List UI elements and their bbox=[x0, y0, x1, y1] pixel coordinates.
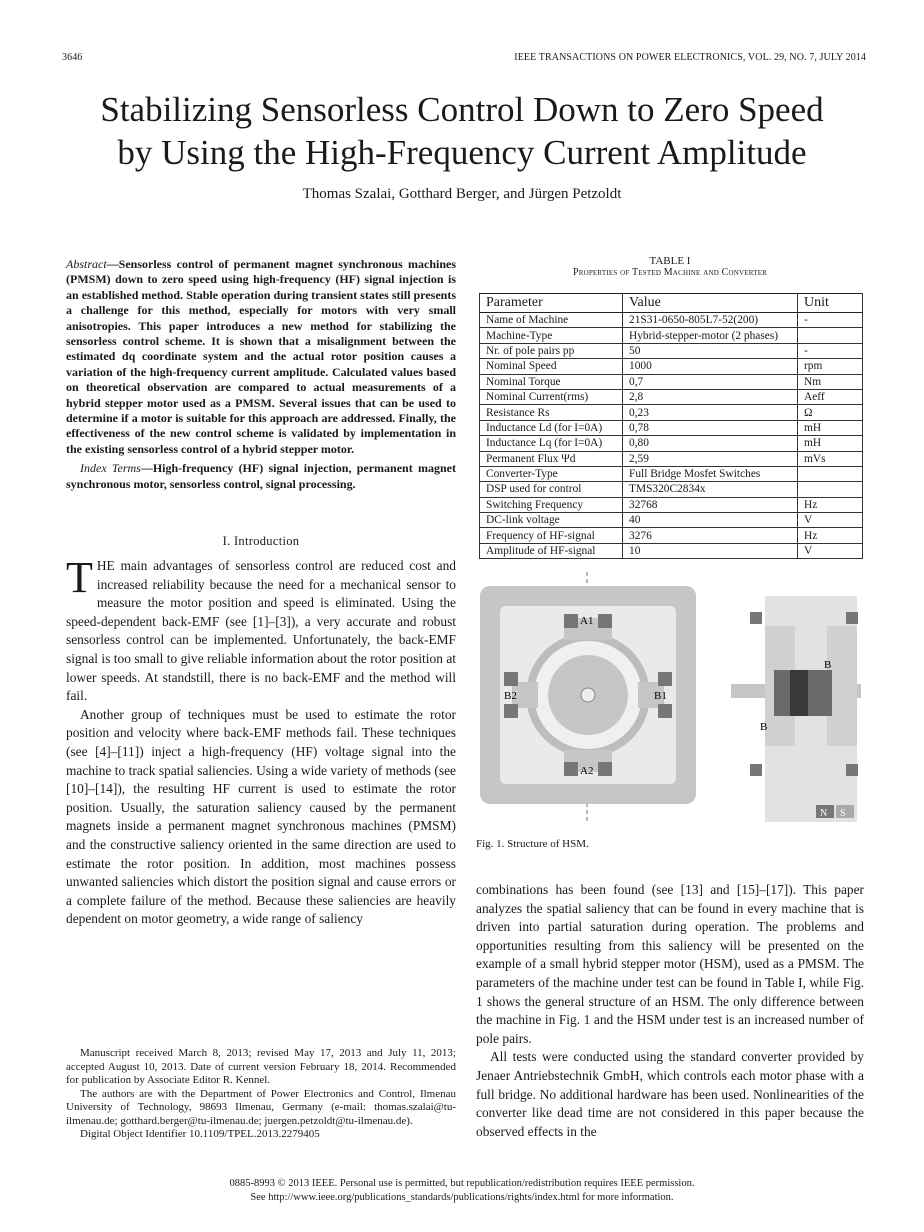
table-cell-unit: rpm bbox=[798, 359, 863, 374]
copyright bbox=[0, 1177, 924, 1205]
intro-paragraph-1-text: HE main advantages of sensorless control are reduced cost and increased reliability because the need for a mechanical sensor to measure the motor position and speed is eliminated. Using the speed-dependent back-EMF (see [1]–[3]), a very accurate and robust sensorless control can be implemented. Unfortunately, the back-EMF signal is too small to give reliable information about the rotor position at lower speeds. At standstill, there is no back-EMF and the method will fail. bbox=[66, 558, 456, 704]
table-cell-parameter: Nr. of pole pairs pp bbox=[480, 343, 623, 358]
page-number: 3646 bbox=[62, 52, 83, 63]
table-cell-unit: Hz bbox=[798, 497, 863, 512]
table-cell-value: 1000 bbox=[623, 359, 798, 374]
footnote-doi: Digital Object Identifier 10.1109/TPEL.2013.2279405 bbox=[80, 1128, 320, 1140]
table-row bbox=[480, 405, 863, 420]
table-cell-value: 2,59 bbox=[623, 451, 798, 466]
table-row bbox=[480, 466, 863, 481]
rotor-pole-s bbox=[808, 670, 832, 716]
table-row bbox=[480, 313, 863, 328]
table-cell-value: 50 bbox=[623, 343, 798, 358]
label-b1: B1 bbox=[654, 690, 667, 702]
left-column bbox=[66, 257, 456, 929]
table-cell-parameter: DSP used for control bbox=[480, 482, 623, 497]
table-row bbox=[480, 374, 863, 389]
footnote-manuscript: Manuscript received March 8, 2013; revised May 17, 2013 and July 11, 2013; accepted August 10, 2013. Date of current version February 18, 2014. Recommended for publication by Associate Editor R. Kennel. bbox=[66, 1047, 456, 1086]
index-terms-text: —High-frequency (HF) signal injection, permanent magnet synchronous motor, sensorless control, signal processing. bbox=[66, 461, 456, 491]
table-cell-value: Full Bridge Mosfet Switches bbox=[623, 466, 798, 481]
abstract-text: —Sensorless control of permanent magnet synchronous machines (PMSM) down to zero speed using high-frequency (HF) signal injection is an established method. Stable operation during transient states still presents a challenge for this method, especially for motors with very small anisotropies. This paper introduces a new method for stabilizing the sensorless control scheme. It is shown that a misalignment between the estimated dq coordinate system and the actual rotor position causes a variation of the high-frequency current amplitude. Calculated values based on theoretical observation are compared to actual measurements of a hybrid stepper motor used as a PMSM. Several issues that can be used to determine if a motor is suitable for this approach are addressed. Finally, the effectiveness of the new control scheme is validated by implementation in the existing sensorless control of a hybrid stepper motor. bbox=[66, 257, 456, 456]
table-row bbox=[480, 482, 863, 497]
table-cell-unit: mVs bbox=[798, 451, 863, 466]
table-cell-parameter: Converter-Type bbox=[480, 466, 623, 481]
table-cell-value: 40 bbox=[623, 513, 798, 528]
right-paragraph-1: combinations has been found (see [13] and [15]–[17]). This paper analyzes the spatial saliency that can be found in every machine that is driven into partial saturation during operation. The problems and opportunities resulting from this saliency will be presented on the example of a small hybrid stepper motor (HSM), used as a PMSM. The parameters of the machine under test can be found in Table I, while Fig. 1 shows the general structure of an HSM. The only difference between the machine in Fig. 1 and the HSM under test is an increased number of pole pairs. bbox=[476, 882, 864, 1046]
label-a2: A2 bbox=[580, 765, 594, 777]
table-cell-value: TMS320C2834x bbox=[623, 482, 798, 497]
table-row bbox=[480, 328, 863, 343]
table-cell-unit: - bbox=[798, 343, 863, 358]
table-cell-parameter: Inductance Ld (for I=0A) bbox=[480, 420, 623, 435]
figure-caption: Fig. 1. Structure of HSM. bbox=[476, 838, 589, 850]
table-label: TABLE I bbox=[649, 255, 691, 267]
table-cell-value: 0,23 bbox=[623, 405, 798, 420]
table-cell-unit: Hz bbox=[798, 528, 863, 543]
table-header-unit: Unit bbox=[798, 294, 863, 313]
table-cell-parameter: Amplitude of HF-signal bbox=[480, 543, 623, 558]
table-row bbox=[480, 359, 863, 374]
paper-title bbox=[0, 88, 924, 174]
table-cell-unit bbox=[798, 482, 863, 497]
table-cell-parameter: Name of Machine bbox=[480, 313, 623, 328]
table-cell-unit bbox=[798, 328, 863, 343]
table-row bbox=[480, 436, 863, 451]
table-cell-value: 10 bbox=[623, 543, 798, 558]
abstract bbox=[66, 257, 456, 457]
table-cell-unit: Nm bbox=[798, 374, 863, 389]
table-cell-value: Hybrid-stepper-motor (2 phases) bbox=[623, 328, 798, 343]
table-header-row bbox=[480, 294, 863, 313]
table-row bbox=[480, 420, 863, 435]
legend-n: N bbox=[820, 808, 828, 819]
table-row bbox=[480, 543, 863, 558]
table-row bbox=[480, 343, 863, 358]
label-a1: A1 bbox=[580, 615, 594, 627]
intro-paragraph-2: Another group of techniques must be used to estimate the rotor position and velocity where back-EMF methods fail. These techniques (see [4]–[11]) inject a high-frequency (HF) voltage signal into the machine to track spatial saliencies. Using a wide variety of methods (see [10]–[14]), the resulting HF current is used to estimate the rotor position. Usually, the saturation saliency caused by the permanent magnets inside a permanent magnet synchronous machines (PMSM) and the constructive saliency oriented in the same direction are used to estimate the rotor position. In addition, most machines possess unwanted saliencies which distort the position signal and cause errors or a complete failure of the method. Because these saliencies are heavily dependent on motor geometry, a wide range of saliency bbox=[66, 706, 456, 927]
table-cell-unit: V bbox=[798, 543, 863, 558]
right-paragraph-2: All tests were conducted using the standard converter provided by Jenaer Antriebstechnik GmbH, which controls each motor phase with a full bridge. No additional hardware has been used. Nonlinearities of the converter like dead time are not considered in this paper because the observed effects in the bbox=[476, 1049, 864, 1139]
table-row bbox=[480, 497, 863, 512]
table-cell-parameter: Nominal Torque bbox=[480, 374, 623, 389]
table-row bbox=[480, 451, 863, 466]
drop-cap: T bbox=[66, 553, 93, 603]
right-column bbox=[476, 881, 864, 1141]
label-b2: B2 bbox=[504, 690, 517, 702]
copyright-line-2: See http://www.ieee.org/publications_standards/publications/rights/index.html for more information. bbox=[250, 1192, 674, 1203]
footnote-affiliation: The authors are with the Department of Power Electronics and Control, Ilmenau University of Technology, 98693 Ilmenau, Germany (e-mail: thomas.szalai@tu-ilmenau.de; gotthard.berger@tu-ilmenau.de; juergen.petzoldt@tu-ilmenau.de). bbox=[66, 1087, 456, 1127]
intro-paragraph-1 bbox=[66, 553, 456, 706]
footnote bbox=[66, 1047, 456, 1142]
table-cell-parameter: Permanent Flux Ψd bbox=[480, 451, 623, 466]
abstract-label: Abstract bbox=[66, 257, 107, 271]
properties-table bbox=[479, 293, 863, 559]
table-header-parameter: Parameter bbox=[480, 294, 623, 313]
table-caption bbox=[478, 255, 862, 278]
figure-hsm-structure bbox=[478, 572, 864, 824]
index-terms-label: Index Terms bbox=[80, 461, 141, 476]
table-cell-unit: Ω bbox=[798, 405, 863, 420]
table-cell-value: 21S31-0650-805L7-52(200) bbox=[623, 313, 798, 328]
journal-header: IEEE TRANSACTIONS ON POWER ELECTRONICS, VOL. 29, NO. 7, JULY 2014 bbox=[514, 52, 866, 63]
title-line-2: by Using the High-Frequency Current Amplitude bbox=[117, 133, 807, 172]
label-b-vector: B bbox=[824, 659, 832, 671]
table-cell-value: 0,80 bbox=[623, 436, 798, 451]
table-cell-parameter: Machine-Type bbox=[480, 328, 623, 343]
table-cell-unit: mH bbox=[798, 420, 863, 435]
table-cell-unit: V bbox=[798, 513, 863, 528]
table-cell-value: 0,78 bbox=[623, 420, 798, 435]
table-cell-unit: - bbox=[798, 313, 863, 328]
label-b-vector-2: B bbox=[760, 721, 768, 733]
table-cell-value: 32768 bbox=[623, 497, 798, 512]
legend-s: S bbox=[840, 808, 846, 819]
table-cell-parameter: Inductance Lq (for I=0A) bbox=[480, 436, 623, 451]
table-cell-value: 3276 bbox=[623, 528, 798, 543]
copyright-line-1: 0885-8993 © 2013 IEEE. Personal use is permitted, but republication/redistribution requires IEEE permission. bbox=[229, 1178, 695, 1189]
table-row bbox=[480, 389, 863, 404]
authors: Thomas Szalai, Gotthard Berger, and Jürgen Petzoldt bbox=[302, 186, 622, 202]
table-row bbox=[480, 513, 863, 528]
table-cell-parameter: Nominal Speed bbox=[480, 359, 623, 374]
table-cell-parameter: Frequency of HF-signal bbox=[480, 528, 623, 543]
table-cell-unit: mH bbox=[798, 436, 863, 451]
table-row bbox=[480, 528, 863, 543]
index-terms bbox=[66, 461, 456, 492]
table-cell-unit: Aeff bbox=[798, 389, 863, 404]
table-cell-unit bbox=[798, 466, 863, 481]
table-cell-parameter: Resistance Rs bbox=[480, 405, 623, 420]
table-cell-value: 0,7 bbox=[623, 374, 798, 389]
table-header-value: Value bbox=[623, 294, 798, 313]
table-title: Properties of Tested Machine and Converter bbox=[572, 267, 768, 278]
table-cell-parameter: Switching Frequency bbox=[480, 497, 623, 512]
table-cell-parameter: Nominal Current(rms) bbox=[480, 389, 623, 404]
section-heading-introduction: I. Introduction bbox=[222, 534, 300, 549]
table-cell-parameter: DC-link voltage bbox=[480, 513, 623, 528]
table-cell-value: 2,8 bbox=[623, 389, 798, 404]
title-line-1: Stabilizing Sensorless Control Down to Zero Speed bbox=[100, 90, 824, 129]
